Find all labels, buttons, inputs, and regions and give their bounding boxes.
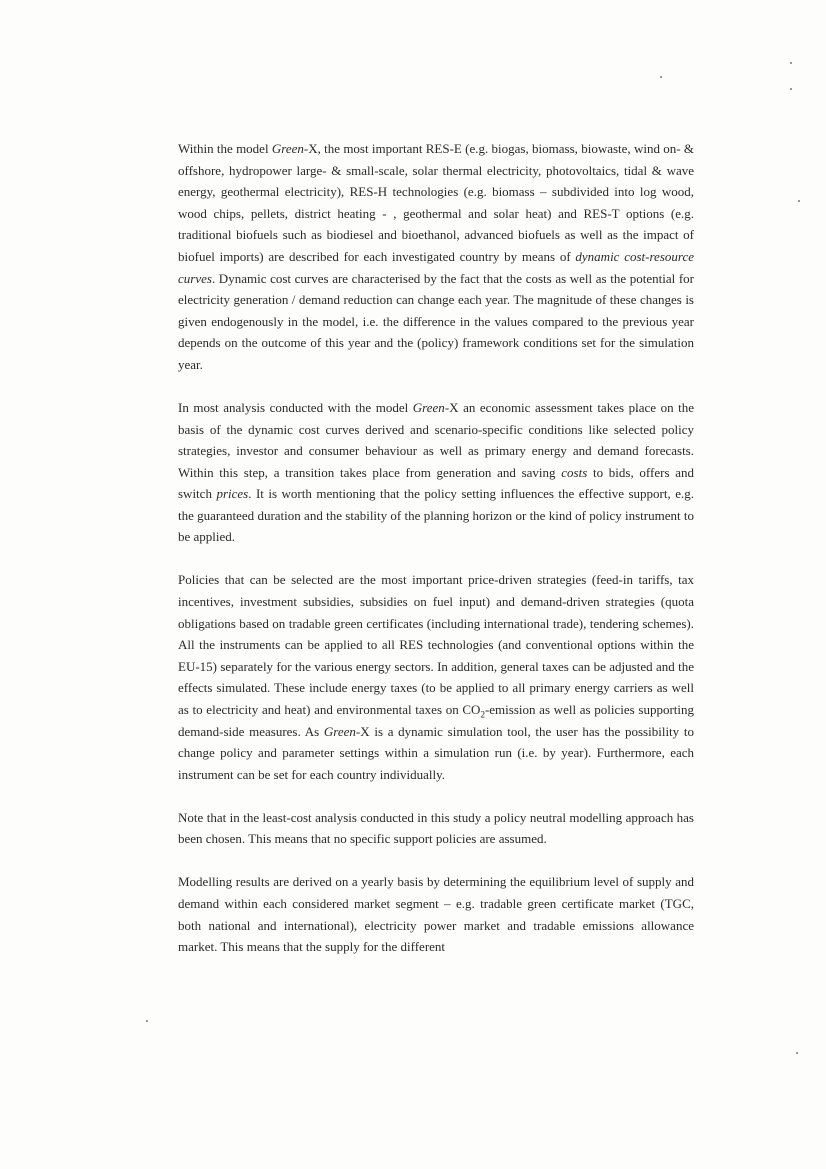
scan-speck [790,62,792,64]
text-run: . Dynamic cost curves are characterised by the fact that the costs as well as the potential for electricity generation / demand reduction can change each year. The magnitude of these changes is given endogenously in the model, i.e. the difference in the values compared to the previous year depends on the outcome of this year and the (policy) framework conditions set for the simulation year. [178,270,694,372]
text-run: Note that in the least-cost analysis conducted in this study a policy neutral modelling approach has been chosen. This means that no specific support policies are assumed. [178,809,694,847]
paragraph-policies [178,569,694,785]
text-run: Within the model [178,141,272,156]
paragraph-economic-assessment [178,397,694,548]
text-run: costs [561,464,588,480]
paragraph-modelling-results [178,871,694,957]
paragraph-model-description [178,138,694,376]
scan-speck [796,1052,798,1054]
text-run: to bids, offers and switch [178,464,694,502]
text-run: Green [271,141,304,156]
scan-speck [798,200,800,202]
text-run: Green [412,399,445,415]
text-run: dynamic cost-resource curves [178,248,694,286]
text-run: Policies that can be selected are the most important price-driven strategies (feed-in tariffs, tax incentives, investment subsidies, subsidies on fuel input) and demand-driven strategies (quota obligations based on tradable green certificates (including international trade), tendering schemes). All the instruments can be applied to all RES technologies (and conventional options within the EU-15) separately for the various energy sectors. In addition, general taxes can be adjusted and the effects simulated. These include energy taxes (to be applied to all primary energy carriers as well as to electricity and heat) and environmental taxes on CO [178,572,694,718]
text-run: . It is worth mentioning that the policy setting influences the effective support, e.g. the guaranteed duration and the stability of the planning horizon or the kind of policy instrument to be applied. [178,486,694,545]
paragraph-least-cost-note [178,807,694,850]
text-run: -X an economic assessment takes place on the basis of the dynamic cost curves derived and scenario-specific conditions like selected policy strategies, investor and consumer behaviour as well as primary energy and demand forecasts. Within this step, a transition takes place from generation and saving [178,399,695,480]
text-run: -emission as well as policies supporting demand-side measures. As [178,702,694,739]
text-run: In most analysis conducted with the model [178,399,413,415]
text-run: prices [216,486,249,502]
text-run: -X, the most important RES-E (e.g. biogas, biomass, biowaste, wind on- & offshore, hydropower large- & small-scale, solar thermal electricity, photovoltaics, tidal & wave energy, geothermal electricity), RES-H technologies (e.g. biomass – subdivided into log wood, wood chips, pellets, district heating - , geothermal and solar heat) and RES-T options (e.g. traditional biofuels such as biodiesel and bioethanol, advanced biofuels as well as the impact of biofuel imports) are described for each investigated country by means of [178,141,694,264]
scan-speck [790,88,792,90]
text-run: Green [323,723,356,739]
scan-speck [660,76,662,78]
body-text [178,138,694,958]
text-run: Modelling results are derived on a yearly basis by determining the equilibrium level of supply and demand within each considered market segment – e.g. tradable green certificate market (TGC, both national and international), electricity power market and tradable emissions allowance market. This means that the supply for the different [178,874,694,955]
text-run: -X is a dynamic simulation tool, the user has the possibility to change policy and parameter settings within a simulation run (i.e. by year). Furthermore, each instrument can be set for each country individually. [178,723,694,782]
scan-speck [146,1020,148,1022]
text-run: 2 [480,709,485,720]
